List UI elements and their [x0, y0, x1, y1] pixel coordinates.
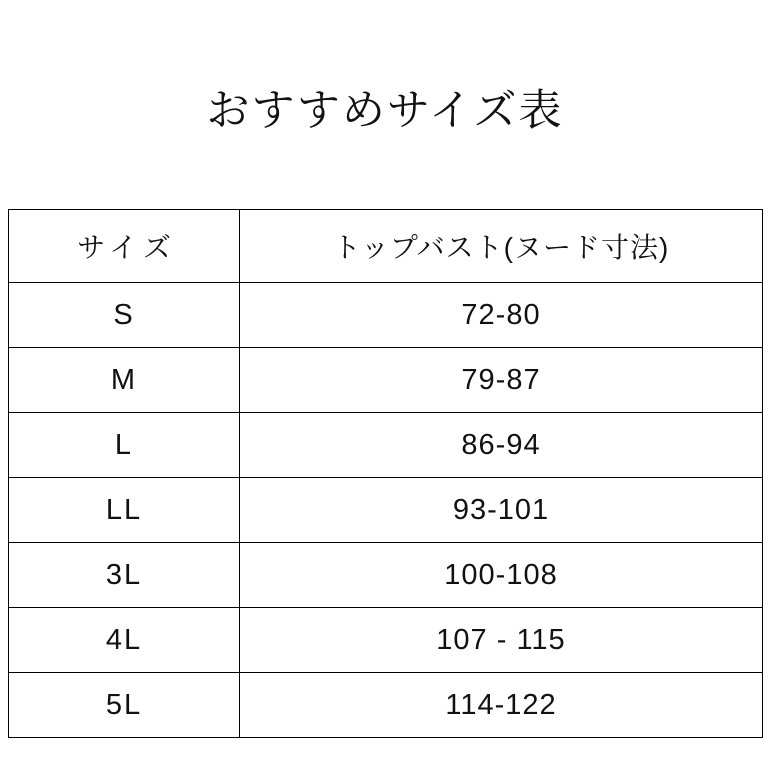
table-row	[9, 673, 763, 738]
table-row	[9, 543, 763, 608]
cell-top-bust: 86-94	[240, 413, 763, 478]
table-row	[9, 413, 763, 478]
cell-top-bust: 114-122	[240, 673, 763, 738]
page-title: おすすめサイズ表	[206, 87, 564, 135]
cell-size: 4L	[9, 608, 240, 673]
cell-top-bust: 93-101	[240, 478, 763, 543]
table-row	[9, 283, 763, 348]
cell-top-bust: 107 - 115	[240, 608, 763, 673]
table-row	[9, 478, 763, 543]
column-header-top-bust: トップバスト(ヌード寸法)	[240, 210, 763, 283]
table-row	[9, 608, 763, 673]
table-row	[9, 348, 763, 413]
cell-size: 3L	[9, 543, 240, 608]
cell-size: M	[9, 348, 240, 413]
size-table	[8, 209, 763, 738]
cell-size: LL	[9, 478, 240, 543]
cell-top-bust: 72-80	[240, 283, 763, 348]
column-header-size: サイズ	[9, 210, 240, 283]
cell-size: L	[9, 413, 240, 478]
cell-top-bust: 79-87	[240, 348, 763, 413]
table-header-row	[9, 210, 763, 283]
table-header	[9, 210, 763, 283]
cell-top-bust: 100-108	[240, 543, 763, 608]
cell-size: 5L	[9, 673, 240, 738]
table-body	[9, 283, 763, 738]
size-table-container	[8, 209, 762, 738]
cell-size: S	[9, 283, 240, 348]
